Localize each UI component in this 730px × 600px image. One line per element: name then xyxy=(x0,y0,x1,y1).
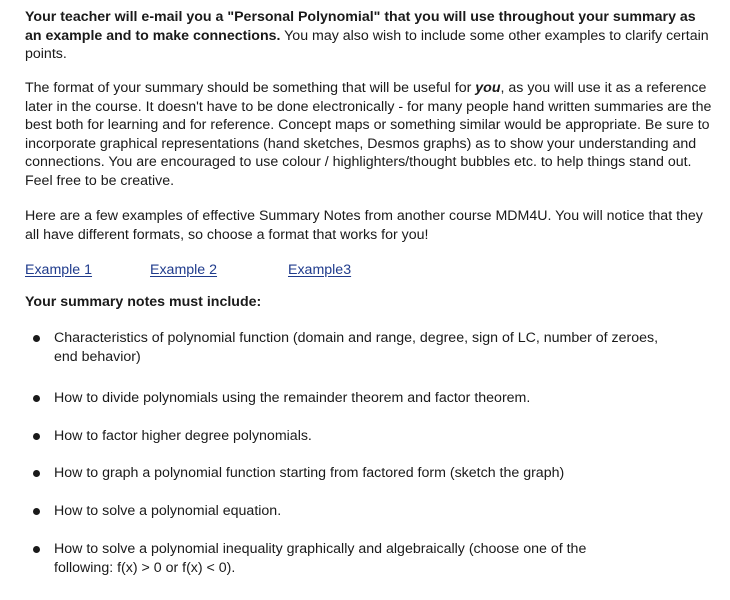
list-item-line: How to solve a polynomial equation. xyxy=(54,503,282,519)
bullet-dot-icon xyxy=(33,395,40,402)
intro-paragraph xyxy=(25,8,715,64)
list-item-text xyxy=(54,389,714,408)
list-item-line: How to factor higher degree polynomials. xyxy=(54,428,312,444)
bullet-dot-icon xyxy=(33,508,40,515)
format-text-start: The format of your summary should be something that will be useful for xyxy=(25,80,476,96)
list-item-text xyxy=(54,427,714,446)
list-item-line: How to divide polynomials using the remainder theorem and factor theorem. xyxy=(54,390,531,406)
list-item-line: Characteristics of polynomial function (domain and range, degree, sign of LC, number of zeroes, xyxy=(54,330,659,346)
list-item-line: How to solve a polynomial inequality graphically and algebraically (choose one of the xyxy=(54,541,587,557)
example-links xyxy=(25,261,715,281)
intro-bold-text: Your teacher will e-mail you a "Personal Polynomial" that you will use throughout your summary as an example and to make connections. xyxy=(25,9,696,44)
bullet-dot-icon xyxy=(33,433,40,440)
bullet-dot-icon xyxy=(33,546,40,553)
list-item-text xyxy=(54,464,714,483)
list-item-text xyxy=(54,540,714,577)
list-item-line: end behavior) xyxy=(54,348,141,365)
format-text-end: , as you will use it as a reference later in the course. It doesn't have to be done electronically - for many people hand written summaries are the best both for learning and for reference. Concept maps or something similar would be appropriate. Be sure to incorporate graphical representations (hand sketches, Desmos graphs) as to show your understanding and connections. You are encouraged to use colour / highlighters/thought bubbles etc. to help things stand out. Feel free to be creative. xyxy=(25,80,712,189)
bullet-dot-icon xyxy=(33,470,40,477)
example-1-link[interactable]: Example 1 xyxy=(25,262,93,278)
list-item-line: following: f(x) > 0 or f(x) < 0). xyxy=(54,559,236,576)
format-paragraph xyxy=(25,79,715,191)
list-item-text xyxy=(54,502,714,521)
list-item-line: How to graph a polynomial function starting from factored form (sketch the graph) xyxy=(54,465,565,481)
example-3-link[interactable]: Example3 xyxy=(288,262,352,278)
intro-rest-text: You may also wish to include some other examples to clarify certain points. xyxy=(25,27,709,63)
bullet-dot-icon xyxy=(33,335,40,342)
examples-intro-paragraph: Here are a few examples of effective Summary Notes from another course MDM4U. You will notice that they all have different formats, so choose a format that works for you! xyxy=(25,208,703,243)
list-item-text xyxy=(54,329,714,366)
format-emphasis-you: you xyxy=(475,80,501,96)
must-include-heading: Your summary notes must include: xyxy=(25,294,262,310)
example-2-link[interactable]: Example 2 xyxy=(150,262,218,278)
